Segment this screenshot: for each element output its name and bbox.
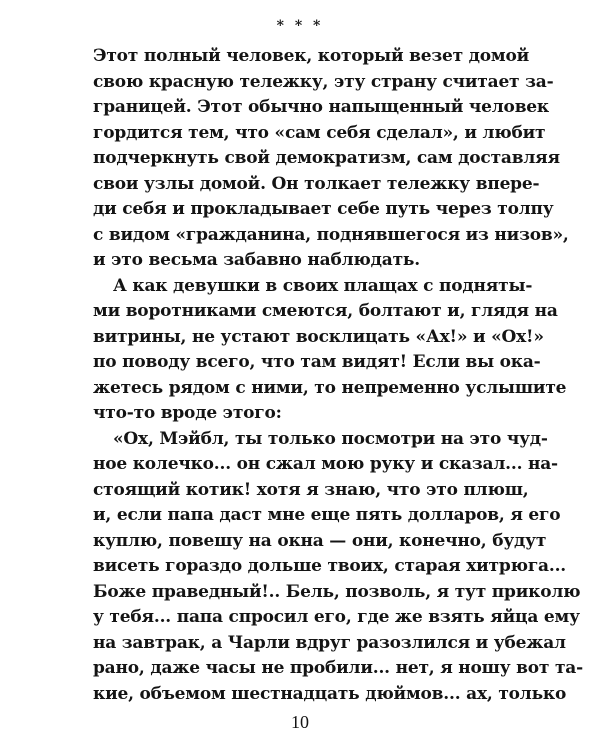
section-separator: * * * <box>276 18 324 34</box>
text-line: у тебя... папа спросил его, где же взять яйца ему <box>93 607 580 627</box>
text-line: А как девушки в своих плащах с подняты- <box>113 275 533 296</box>
text-line: свои узлы домой. Он толкает тележку впере- <box>93 173 540 194</box>
text-line: жетесь рядом с ними, то непременно услышите <box>93 377 567 398</box>
text-line: и это весьма забавно наблюдать. <box>93 250 420 270</box>
text-line: «Ох, Мэйбл, ты только посмотри на это чуд- <box>113 428 548 449</box>
text-line: кие, объемом шестнадцать дюймов... ах, только <box>93 683 567 704</box>
text-line: висеть гораздо дольше твоих, старая хитрюга... <box>93 556 567 576</box>
text-line: ное колечко... он сжал мою руку и сказал... на- <box>93 454 558 474</box>
text-line: Боже праведный!.. Бель, позволь, я тут приколю <box>93 581 581 602</box>
text-line: Этот полный человек, который везет домой <box>93 46 530 66</box>
text-line: рано, даже часы не пробили... нет, я ношу вот та- <box>93 658 583 678</box>
text-line: стоящий котик! хотя я знаю, что это плюш, <box>93 479 529 500</box>
text-line: витрины, не устают восклицать «Ах!» и «Ох!» <box>93 326 544 347</box>
text-line: подчеркнуть свой демократизм, сам доставляя <box>93 148 560 168</box>
text-line: границей. Этот обычно напыщенный человек <box>93 97 549 117</box>
text-line: гордится тем, что «сам себя сделал», и любит <box>93 122 546 143</box>
text-line: ми воротниками смеются, болтают и, глядя на <box>93 301 558 321</box>
text-line: ди себя и прокладывает себе путь через толпу <box>93 199 554 219</box>
text-line: и, если папа даст мне еще пять долларов, я его <box>93 505 561 525</box>
body-text <box>93 44 583 707</box>
text-line: на завтрак, а Чарли вдруг разозлился и убежал <box>93 632 566 653</box>
text-line: свою красную тележку, эту страну считает за- <box>93 71 554 92</box>
text-line: что-то вроде этого: <box>93 403 282 423</box>
text-line: куплю, повешу на окна — они, конечно, будут <box>93 530 547 551</box>
text-line: с видом «гражданина, поднявшегося из низов», <box>93 224 569 245</box>
page-number: 10 <box>291 712 309 732</box>
text-line: по поводу всего, что там видят! Если вы ока- <box>93 352 541 372</box>
